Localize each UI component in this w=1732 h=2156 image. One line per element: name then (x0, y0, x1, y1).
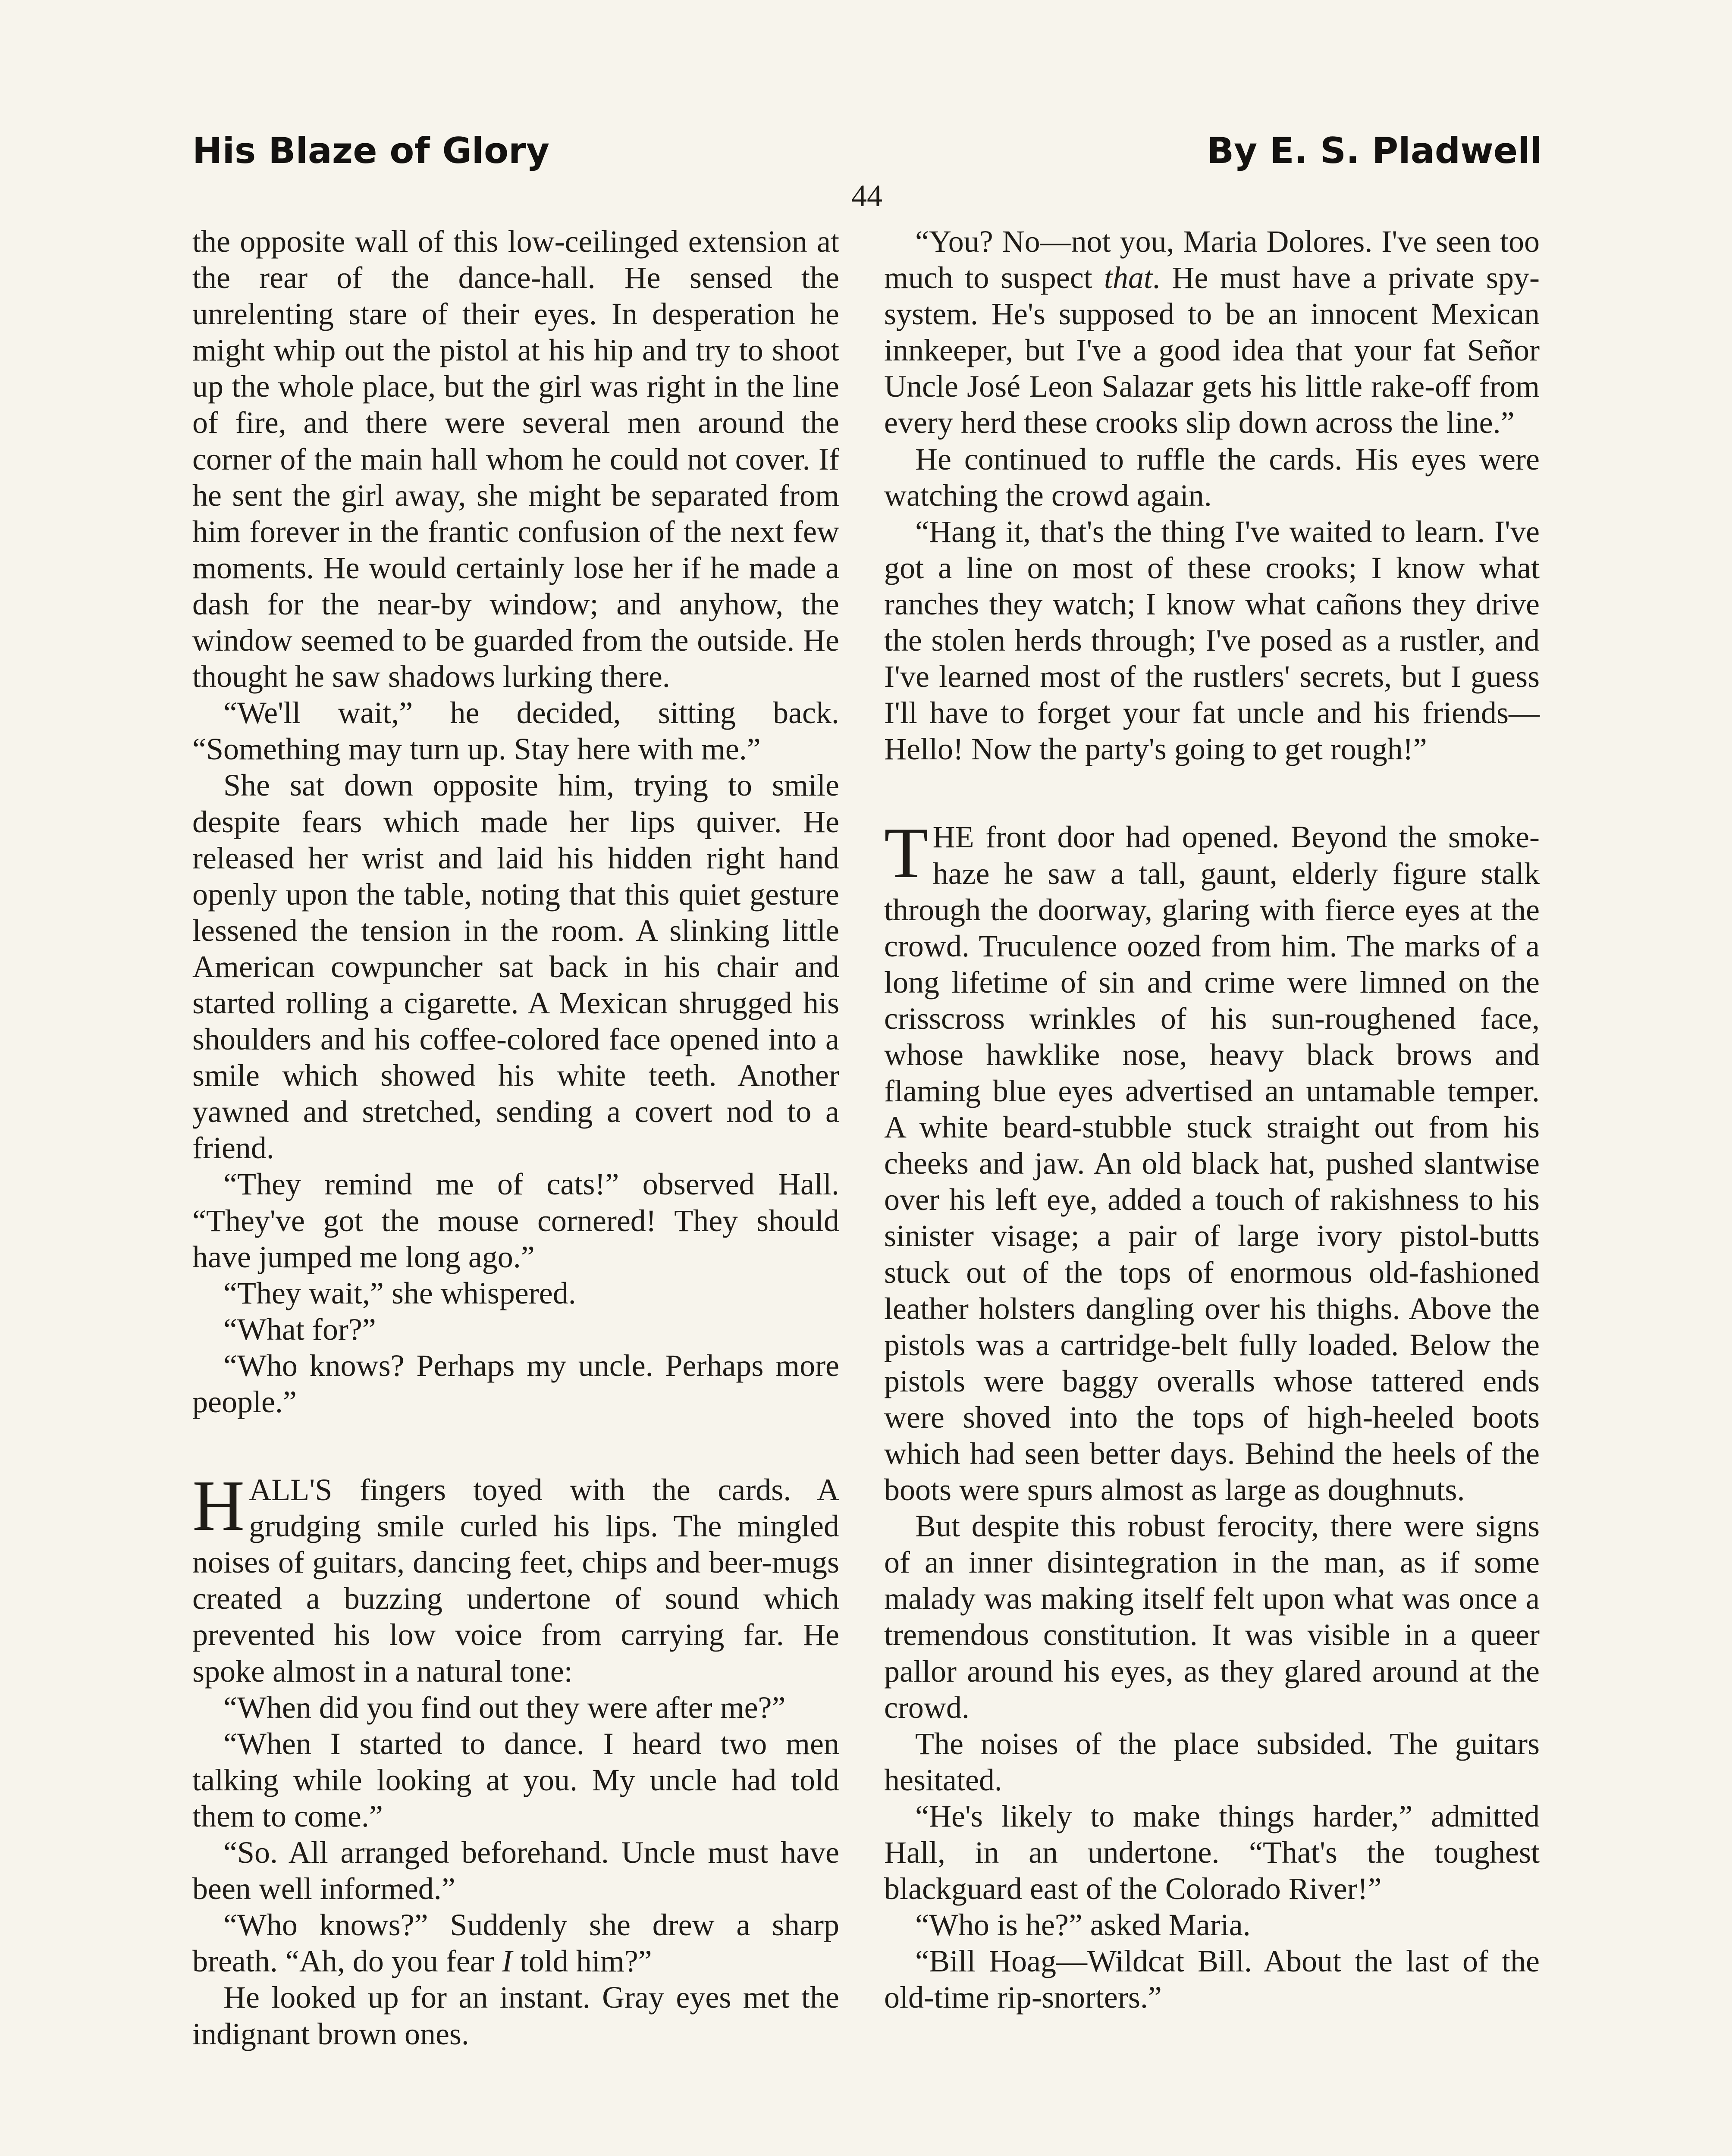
paragraph: But despite this robust ferocity, there were signs of an inner disintegration in the man, as if some malady was making itself felt upon what was once a tremendous constitution. It was visible in a queer pallor around his eyes, as they glared around at the crowd. (884, 1509, 1540, 1725)
paragraph: “So. All arranged beforehand. Uncle must have been well informed.” (192, 1835, 839, 1906)
paragraph: The noises of the place subsided. The guitars hesitated. (884, 1726, 1540, 1797)
paragraph: “When I started to dance. I heard two men talking while looking at you. My uncle had told them to come.” (192, 1726, 839, 1833)
paragraph (192, 1907, 839, 1979)
italic-word: I (502, 1944, 512, 1979)
paragraph: the opposite wall of this low-ceilinged extension at the rear of the dance-hall. He sensed the unrelenting stare of their eyes. In desperation he might whip out the pistol at his hip and try to shoot up the whole place, but the girl was right in the line of fire, and there were several men around the corner of the main hall whom he could not cover. If he sent the girl away, she might be separated from him forever in the frantic confusion of the next few moments. He would certainly lose her if he made a dash for the near-by window; and anyhow, the window seemed to be guarded from the outside. He thought he saw shadows lurking there. (192, 224, 839, 694)
paragraph-text: ALL'S fingers toyed with the cards. A grudging smile curled his lips. The mingled noises of guitars, dancing feet, chips and beer-mugs created a buzzing undertone of sound which prevented his low voice from carrying far. He spoke almost in a natural tone: (192, 1473, 839, 1689)
paragraph: “Bill Hoag—Wildcat Bill. About the last of the old-time rip-snorters.” (884, 1944, 1540, 2015)
drop-cap: T (884, 813, 929, 893)
paragraph: “Hang it, that's the thing I've waited to learn. I've got a line on most of these crooks; I know what ranches they watch; I know what cañons they drive the stolen herds through; I've posed as a rustler, and I've learned most of the rustlers' secrets, but I guess I'll have to forget your fat uncle and his friends— Hello! Now the party's going to get rough!” (884, 514, 1540, 767)
italic-word: that (1104, 260, 1153, 295)
paragraph: “They wait,” she whispered. (223, 1275, 576, 1310)
paragraph: He looked up for an instant. Gray eyes met the indignant brown ones. (192, 1980, 839, 2051)
paragraph: “We'll wait,” he decided, sitting back. “Something may turn up. Stay here with me.” (192, 696, 839, 767)
paragraph: “Who is he?” asked Maria. (915, 1908, 1251, 1943)
paragraph: “Who knows? Perhaps my uncle. Perhaps more people.” (192, 1348, 839, 1419)
paragraph: “They remind me of cats!” observed Hall. “They've got the mouse cornered! They should have jumped me long ago.” (192, 1167, 839, 1274)
paragraph: She sat down opposite him, trying to smile despite fears which made her lips quiver. He released her wrist and laid his hidden right hand openly upon the table, noting that this quiet gesture lessened the tension in the room. A slinking little American cowpuncher sat back in his chair and started rolling a cigarette. A Mexican shrugged his shoulders and his coffee-colored face opened into a smile which showed his white teeth. Another yawned and stretched, sending a covert nod to a friend. (192, 768, 839, 1166)
right-column (884, 223, 1540, 2016)
paragraph-text: . He must have a private spy-system. He's supposed to be an innocent Mexican innkeeper, but I've a good idea that your fat Señor Uncle José Leon Salazar gets his little rake-off from every herd these crooks slip down across the line.” (884, 260, 1540, 440)
paragraph: “He's likely to make things harder,” admitted Hall, in an undertone. “That's the toughest blackguard east of the Colorado River!” (884, 1799, 1540, 1906)
paragraph-text: “Who knows?” Suddenly she drew a sharp breath. “Ah, do you fear (192, 1908, 839, 1979)
paragraph-text: “You? No—not you, Maria Dolores. I've seen too much to suspect (884, 224, 1540, 295)
paragraph (884, 223, 1540, 441)
section-paragraph (884, 813, 1540, 1508)
paragraph: “What for?” (223, 1312, 376, 1347)
paragraph: “When did you find out they were after me?” (223, 1690, 786, 1725)
paragraph-text: told him?” (512, 1944, 652, 1979)
left-column (192, 223, 839, 2052)
story-author: By E. S. Pladwell (1206, 130, 1542, 172)
page-number: 44 (851, 179, 882, 213)
section-paragraph (192, 1466, 839, 1689)
story-title: His Blaze of Glory (192, 130, 550, 172)
drop-cap: H (192, 1466, 245, 1546)
paragraph-text: HE front door had opened. Beyond the smoke-haze he saw a tall, gaunt, elderly figure stalk through the doorway, glaring with fierce eyes at the crowd. Truculence oozed from him. The marks of a long lifetime of sin and crime were limned on the crisscross wrinkles of his sun-roughened face, whose hawklike nose, heavy black brows and flaming blue eyes advertised an untamable temper. A white beard-stubble stuck straight out from his cheeks and jaw. An old black hat, pushed slantwise over his left eye, added a touch of rakishness to his sinister visage; a pair of large ivory pistol-butts stuck out of the tops of enormous old-fashioned leather holsters dangling over his thighs. Above the pistols was a cartridge-belt fully loaded. Below the pistols were baggy overalls whose tattered ends were shoved into the tops of high-heeled boots which had seen better days. Behind the heels of the boots were spurs almost as large as doughnuts. (884, 820, 1540, 1507)
paragraph: He continued to ruffle the cards. His eyes were watching the crowd again. (884, 442, 1540, 513)
